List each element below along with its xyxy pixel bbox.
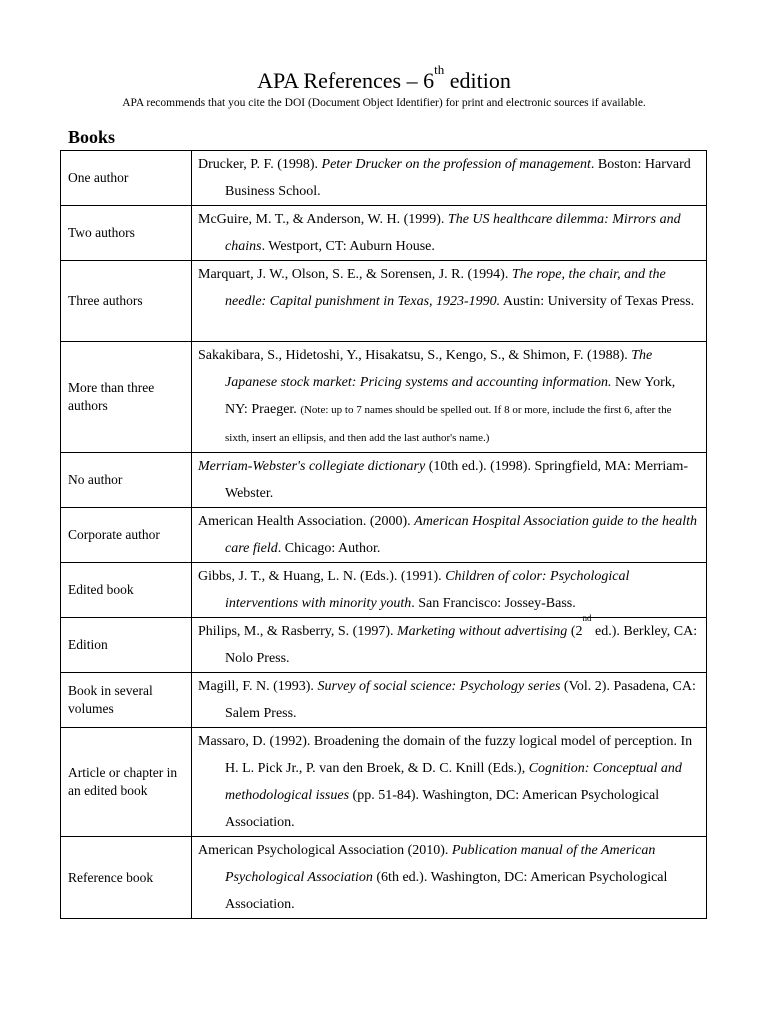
citation-text: . San Francisco: Jossey-Bass. [411, 596, 576, 611]
reference-citation-cell [192, 508, 707, 563]
reference-category: More than three authors [61, 342, 192, 453]
citation-title: The Japanese stock market: Pricing systems and accounting information. [225, 348, 653, 390]
table-row [61, 206, 707, 261]
reference-citation-cell [192, 613, 707, 673]
reference-citation [198, 613, 698, 672]
reference-category: Three authors [61, 261, 192, 342]
table-row [61, 342, 707, 453]
citation-title: Children of color: Psychological interventions with minority youth [225, 569, 630, 611]
citation-note: the last author's name [387, 432, 483, 444]
citation-title: American Hospital Association guide to the health care field [225, 514, 697, 556]
page-subtitle: APA recommends that you cite the DOI (Document Object Identifier) for print and electronic sources if available. [122, 97, 646, 109]
citation-text: Marquart, J. W., Olson, S. E., & Sorensen, J. R. (1994). [198, 267, 512, 282]
reference-citation-cell [192, 728, 707, 837]
table-row [61, 453, 707, 508]
citation-text: (Vol. 2). Pasadena, CA: Salem Press. [225, 679, 696, 721]
citation-note: (Note: up to 7 names should be spelled out. If 8 or more, include the first 6, after the sixth, insert an ellipsis, and then add [225, 404, 672, 444]
citation-title: Merriam-Webster's collegiate dictionary [198, 459, 426, 474]
citation-text: (10th ed.). (1998). Springfield, MA: Merriam-Webster. [225, 459, 689, 501]
reference-category: Reference book [61, 837, 192, 919]
reference-citation [198, 508, 698, 562]
reference-citation [198, 673, 698, 727]
table-row [61, 728, 707, 837]
section-heading: Books [68, 127, 116, 147]
reference-citation [198, 728, 698, 836]
table-row [61, 837, 707, 919]
citation-title: Cognition: Conceptual and methodological issues [225, 761, 682, 803]
citation-title: Marketing without advertising [396, 624, 568, 639]
citation-text: . Chicago: Author. [277, 541, 381, 556]
citation-text: Gibbs, J. T., & Huang, L. N. (Eds.). (1991). [198, 569, 446, 584]
reference-category: Edition [61, 618, 192, 673]
title-main: APA References – 6 [257, 68, 435, 93]
citation-text: New York, NY: Praeger. [225, 375, 676, 417]
citation-text: American Psychological Association (2010). [198, 843, 452, 858]
citation-text: American Health Association. (2000). [198, 514, 415, 529]
reference-citation-cell [192, 342, 707, 453]
citation-note: .) [483, 432, 490, 444]
citation-text: Austin: University of Texas Press. [500, 294, 695, 309]
citation-title: Peter Drucker on the profession of management [321, 157, 591, 172]
table-row [61, 508, 707, 563]
reference-citation [198, 453, 698, 507]
reference-category: Article or chapter in an edited book [61, 728, 192, 837]
citation-text: (6th ed.). Washington, DC: American Psychological Association. [225, 870, 668, 912]
title-tail: edition [444, 68, 511, 93]
reference-category: Edited book [61, 563, 192, 618]
citation-text: Philips, M., & Rasberry, S. (1997). [198, 624, 397, 639]
reference-category: Corporate author [61, 508, 192, 563]
reference-category: One author [61, 151, 192, 206]
table-row [61, 673, 707, 728]
reference-citation [198, 342, 698, 452]
reference-citation [198, 563, 698, 617]
reference-citation-cell [192, 261, 707, 342]
citation-text: Massaro, D. (1992). Broadening the domain of the fuzzy logical model of perception. In H. L. Pick Jr., P. van den Broek, & D. C. Knill (Eds.), [198, 734, 693, 776]
references-table-body [61, 151, 707, 919]
citation-text: (pp. 51-84). Washington, DC: American Psychological Association. [225, 788, 660, 830]
citation-text: Magill, F. N. (1993). [198, 679, 318, 694]
citation-text: . Boston: Harvard Business School. [225, 157, 691, 199]
reference-citation-cell [192, 673, 707, 728]
reference-citation-cell [192, 206, 707, 261]
citation-text: . Westport, CT: Auburn House. [261, 239, 435, 254]
citation-title: The rope, the chair, and the needle: Capital punishment in Texas, 1923-1990. [225, 267, 666, 309]
table-row [61, 618, 707, 673]
citation-text: Drucker, P. F. (1998). [198, 157, 322, 172]
reference-category: Two authors [61, 206, 192, 261]
reference-citation [198, 261, 698, 315]
citation-title: Survey of social science: Psychology series [317, 679, 561, 694]
reference-citation-cell [192, 563, 707, 618]
citation-text: Sakakibara, S., Hidetoshi, Y., Hisakatsu, S., Kengo, S., & Shimon, F. (1988). [198, 348, 632, 363]
citation-text: McGuire, M. T., & Anderson, W. H. (1999). [198, 212, 448, 227]
table-row [61, 151, 707, 206]
citation-text: ed.). Berkley, CA: Nolo Press. [225, 624, 698, 666]
citation-text: nd [582, 613, 592, 623]
reference-citation-cell [192, 151, 707, 206]
references-table [60, 150, 707, 919]
table-row [61, 261, 707, 342]
citation-title: Publication manual of the American Psychological Association [225, 843, 656, 885]
reference-category: No author [61, 453, 192, 508]
reference-citation [198, 206, 698, 260]
reference-citation [198, 151, 698, 205]
table-row [61, 563, 707, 618]
reference-category: Book in several volumes [61, 673, 192, 728]
citation-title: The US healthcare dilemma: Mirrors and chains [225, 212, 681, 254]
citation-text: (2 [567, 624, 583, 639]
page-title [0, 62, 768, 96]
reference-citation-cell [192, 453, 707, 508]
reference-citation-cell [192, 837, 707, 919]
title-superscript: th [434, 62, 445, 77]
reference-citation [198, 837, 698, 918]
